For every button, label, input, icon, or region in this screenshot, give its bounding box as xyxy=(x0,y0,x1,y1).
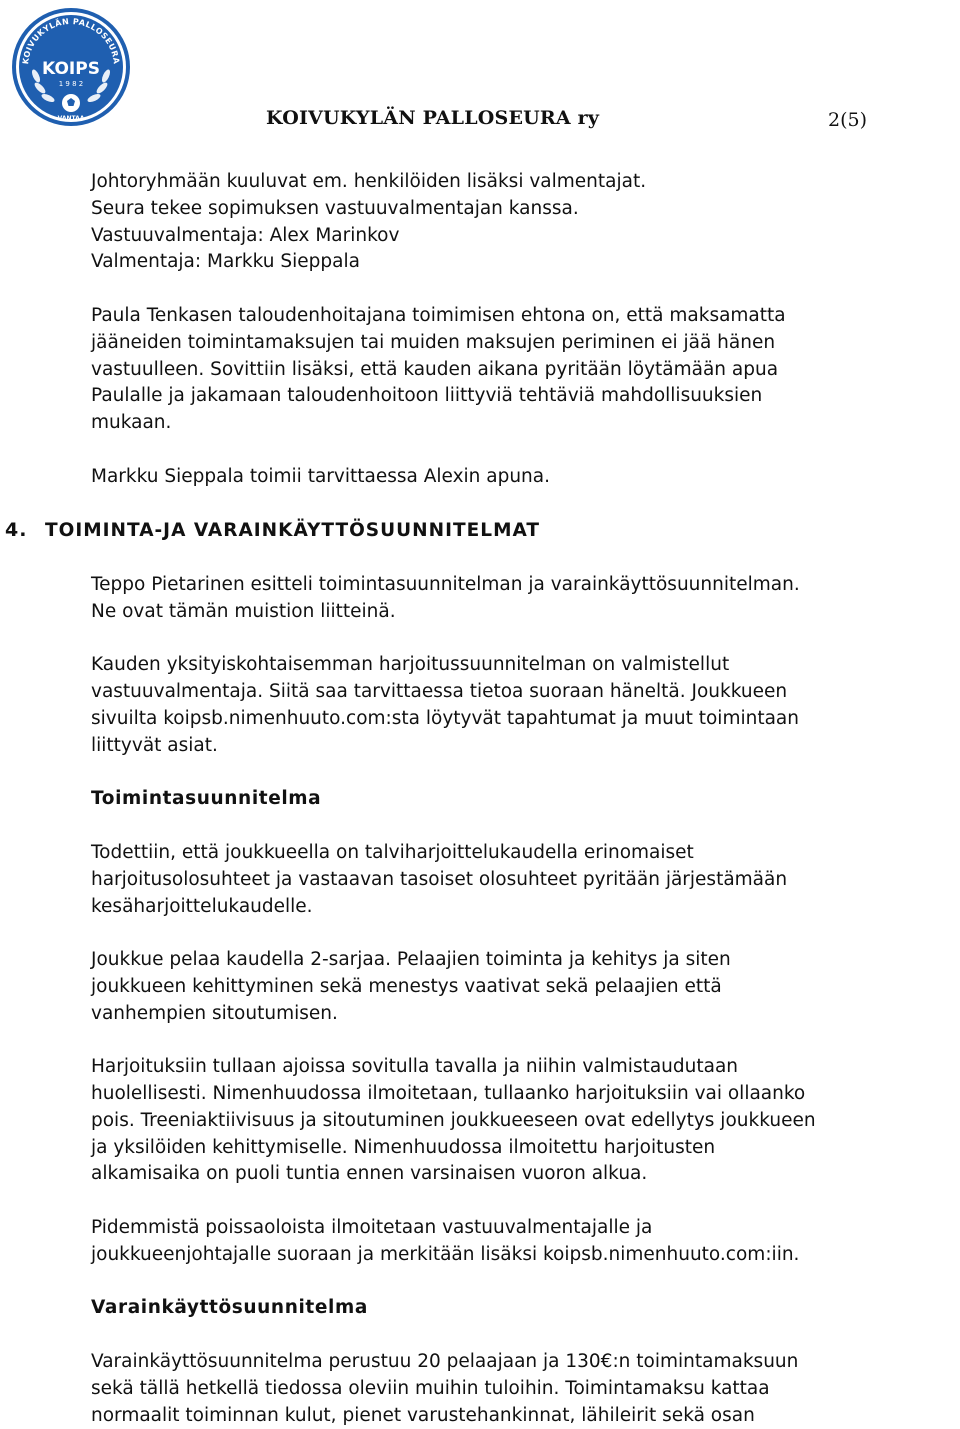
subheading-budget-plan: Varainkäyttösuunnitelma xyxy=(91,1297,368,1319)
organization-title: KOIVUKYLÄN PALLOSEURA ry xyxy=(266,107,600,129)
page-number: 2(5) xyxy=(828,109,868,131)
logo-center-text: KOIPS xyxy=(42,59,100,79)
logo-bottom-text: VANTAA xyxy=(57,115,85,122)
section-heading-4 xyxy=(5,517,875,545)
logo-digits: 1 9 8 2 xyxy=(58,80,84,88)
document-body xyxy=(5,169,960,1429)
logo-top-text: KOIVUKYLÄN PALLOSEURA xyxy=(21,16,121,65)
paragraph-facilities: Todettiin, että joukkueella on talviharjoittelukaudella erinomaiset harjoitusolosuhteet ja vastaavan tasoiset olosuhteet pyritään järjestämään kesäharjoittelukaudelle. xyxy=(91,841,788,917)
paragraph-plans-presented: Teppo Pietarinen esitteli toimintasuunnitelman ja varainkäyttösuunnitelman. Ne ovat tämän muistion liitteinä. xyxy=(91,573,800,622)
subheading-operating-plan: Toimintasuunnitelma xyxy=(91,788,322,810)
paragraph-absences: Pidemmistä poissaoloista ilmoitetaan vastuuvalmentajalle ja joukkueenjohtajalle suoraan ja merkitään lisäksi koipsb.nimenhuuto.com:iin. xyxy=(91,1217,800,1265)
paragraph-practice-rules: Harjoituksiin tullaan ajoissa sovitulla tavalla ja niihin valmistaudutaan huolellisesti. Nimenhuudossa ilmoitetaan, tullaanko harjoituksiin vai ollaanko pois. Treeniaktiivisuus ja sitoutuminen joukkueeseen ovat edellytys joukkueen ja yksilöiden kehittymiselle. Nimenhuudossa ilmoitettu harjoitusten alkamisaika on puoli tuntia ennen varsinaisen vuoron alkua. xyxy=(91,1056,816,1185)
paragraph-staff: Johtoryhmään kuuluvat em. henkilöiden lisäksi valmentajat. Seura tekee sopimuksen vastuuvalmentajan kanssa. Vastuuvalmentaja: Alex Marinkov Valmentaja: Markku Sieppala xyxy=(91,171,647,273)
section-number: 4. xyxy=(5,519,28,542)
paragraph-budget: Varainkäyttösuunnitelma perustuu 20 pelaajaan ja 130€:n toimintamaksuun sekä tällä hetkellä tiedossa oleviin muihin tuloihin. Toimintamaksu kattaa normaalit toiminnan kulut, pienet varustehankinnat, lähileirit sekä osan xyxy=(91,1351,799,1426)
paragraph-training-plan: Kauden yksityiskohtaisemman harjoitussuunnitelman on valmistellut vastuuvalmentaja. Siitä saa tarvittaessa tietoa suoraan häneltä. Joukkueen sivuilta koipsb.nimenhuuto.com:sta löytyvät tapahtumat ja muut toimintaan liittyvät asiat. xyxy=(91,654,799,756)
section-title: TOIMINTA-JA VARAINKÄYTTÖSUUNNITELMAT xyxy=(45,520,540,542)
koips-club-logo xyxy=(10,6,132,128)
paragraph-treasurer: Paula Tenkasen taloudenhoitajana toimimisen ehtona on, että maksamatta jääneiden toimintamaksujen tai muiden maksujen periminen ei jää hänen vastuulleen. Sovittiin lisäksi, että kauden aikana pyritään löytämään apua Paulalle ja jakamaan taloudenhoitoon liittyviä tehtäviä mahdollisuuksien mukaan. xyxy=(91,304,786,434)
paragraph-league: Joukkue pelaa kaudella 2-sarjaa. Pelaajien toiminta ja kehitys ja siten joukkueen kehittyminen sekä menestys vaativat sekä pelaajien että vanhempien sitoutumisen. xyxy=(91,949,731,1024)
paragraph-assistant: Markku Sieppala toimii tarvittaessa Alexin apuna. xyxy=(91,465,551,487)
